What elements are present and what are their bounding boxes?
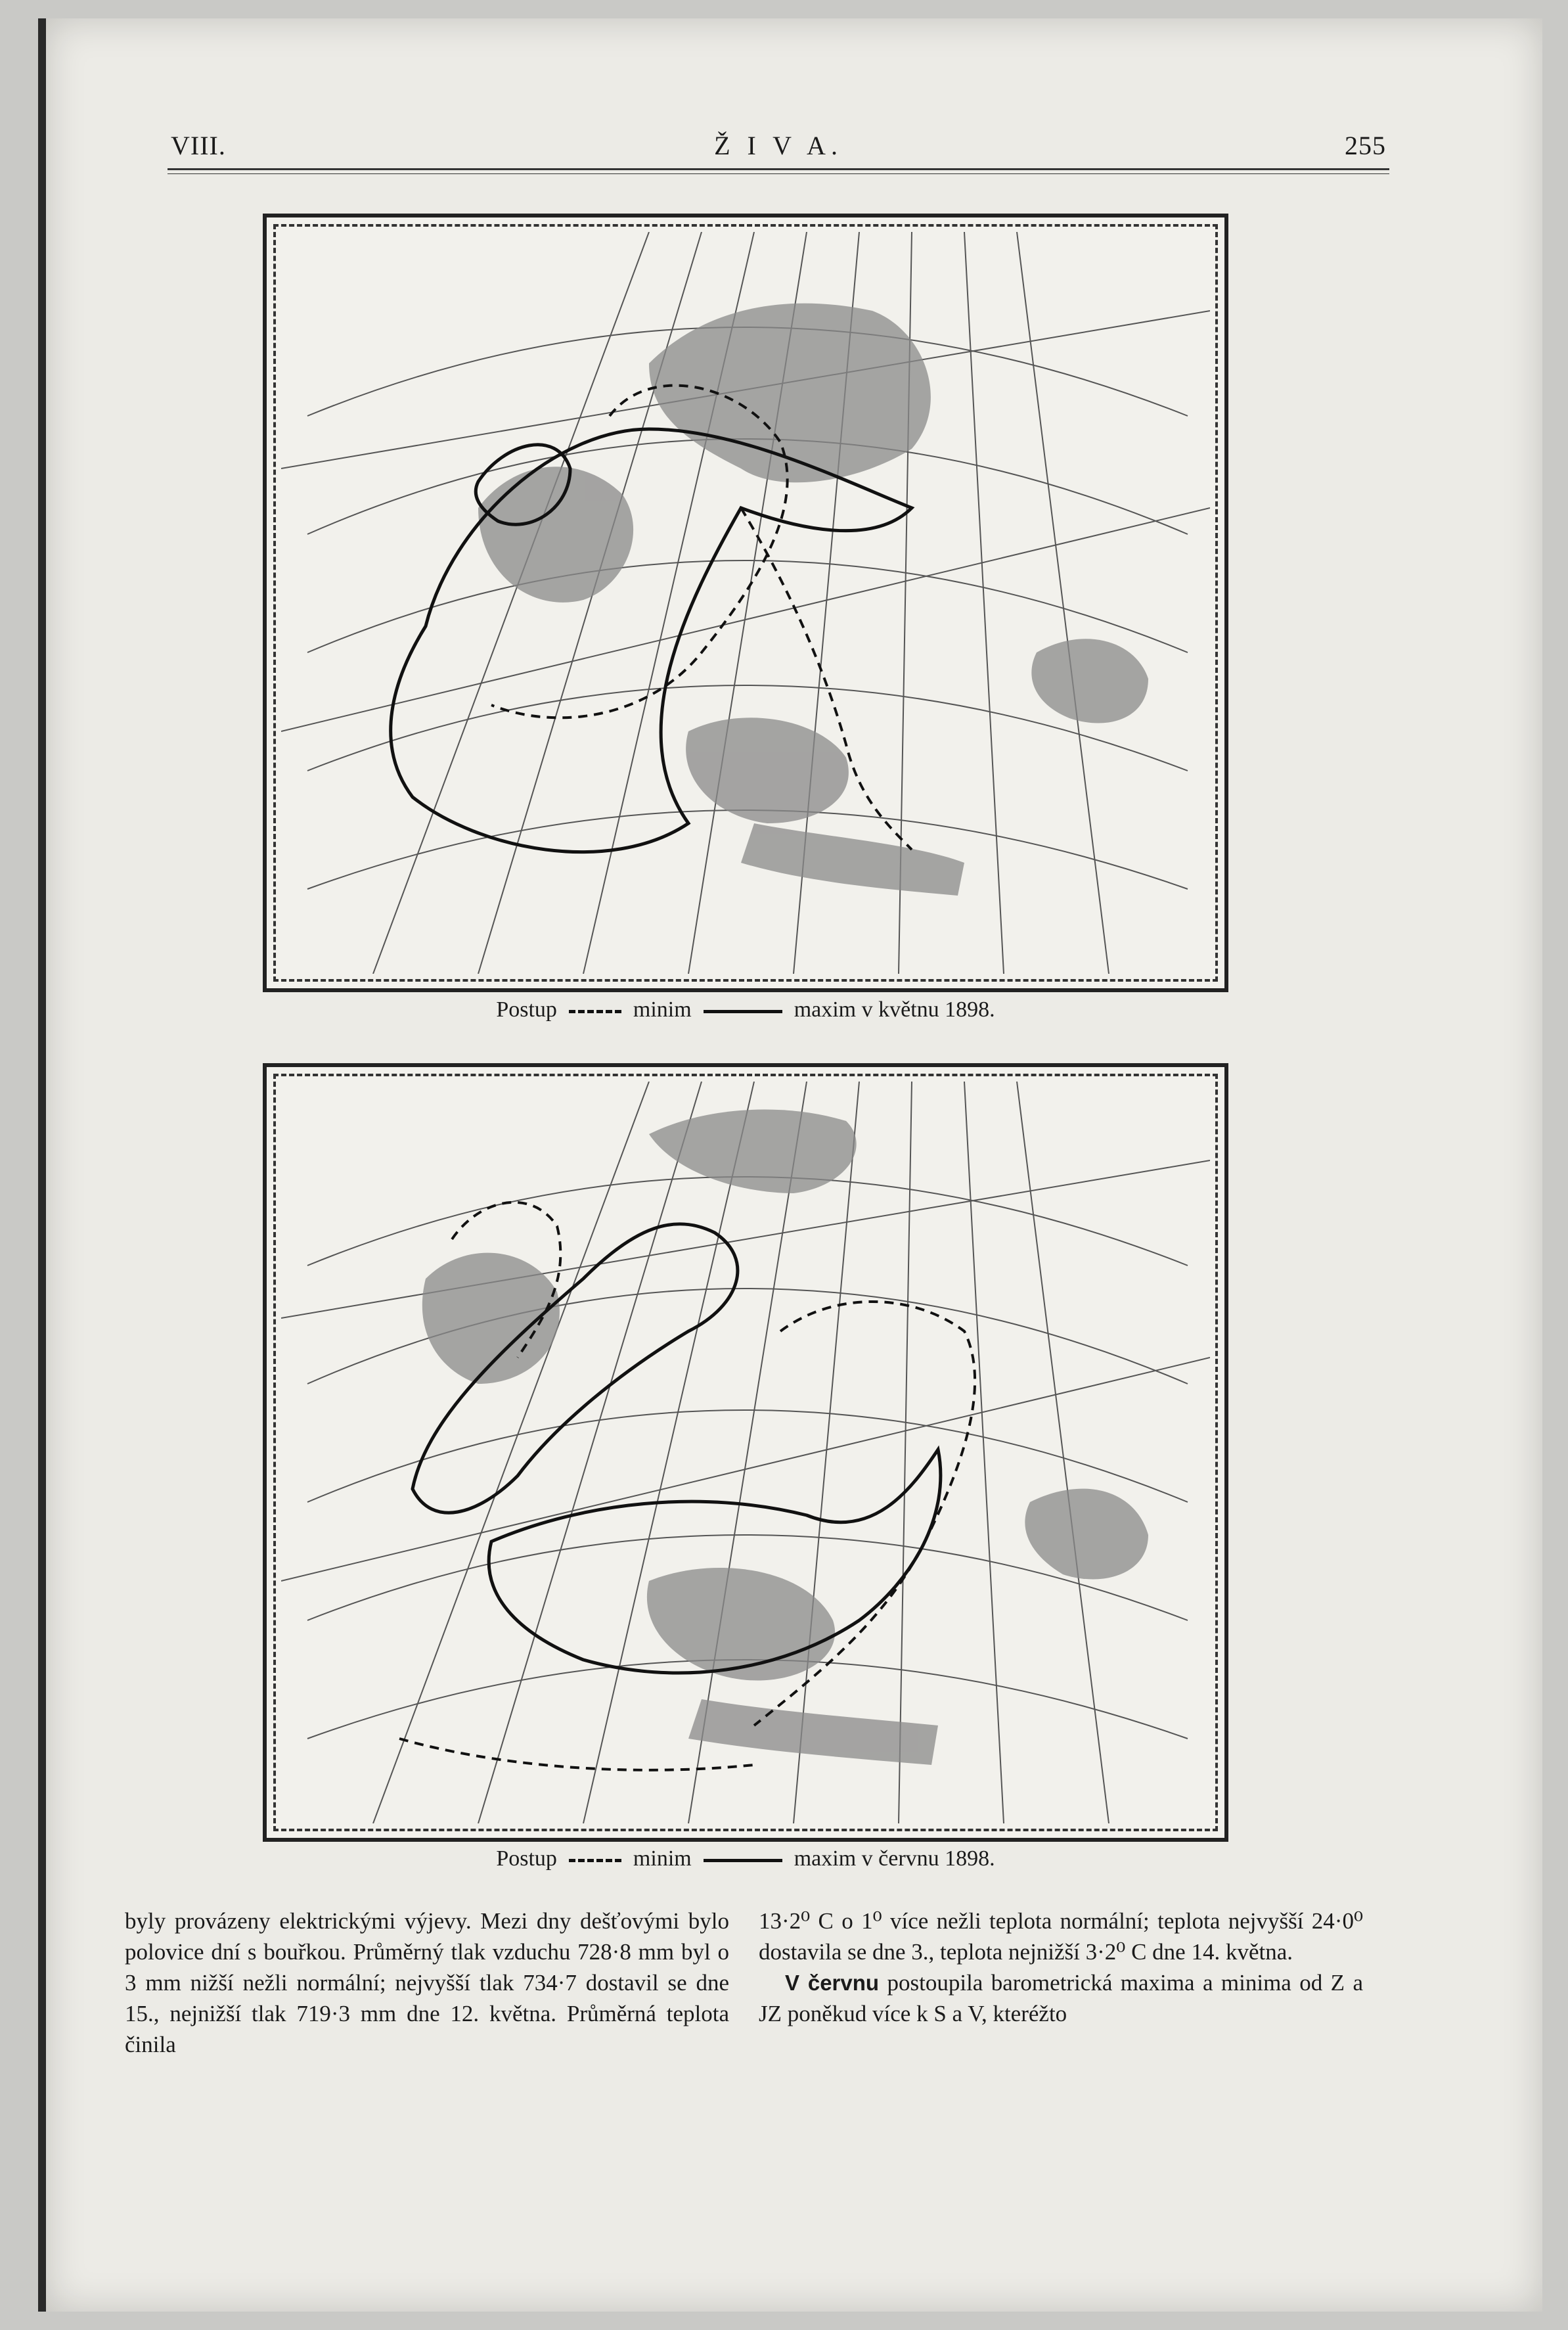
paragraph-right-2-text: postoupila barometrická maxima a minima od Z a JZ poněkud více k S a V, kteréžto <box>759 1970 1363 2026</box>
caption-may-rest: maxim v květnu 1898. <box>794 997 995 1022</box>
map-may-graphic <box>281 232 1210 974</box>
volume-number: VIII. <box>171 131 226 160</box>
paragraph-right-2-lead: V červnu <box>785 1971 880 1995</box>
caption-june-lead: Postup <box>496 1846 557 1871</box>
caption-june-minim: minim <box>633 1846 692 1871</box>
caption-may-minim: minim <box>633 997 692 1022</box>
running-header <box>171 130 1386 183</box>
header-rule-thin <box>168 173 1389 174</box>
journal-title: Ž I V A. <box>714 131 843 160</box>
body-column-left <box>125 1906 729 2060</box>
paragraph-right-2 <box>759 1967 1363 2029</box>
map-june-1898 <box>263 1063 1228 1842</box>
legend-dashed-line <box>569 1010 621 1013</box>
legend-solid-line <box>704 1859 782 1862</box>
body-column-right <box>759 1906 1363 2029</box>
header-rule <box>168 168 1389 170</box>
caption-may <box>263 997 1228 1022</box>
caption-may-lead: Postup <box>496 997 557 1022</box>
caption-june <box>263 1846 1228 1871</box>
paragraph-left: byly provázeny elektrickými výjevy. Mezi dny dešťovými bylo polovice dní s bouřkou. Průměrný tlak vzduchu 728·8 mm byl o 3 mm nižší nežli normální; nejvyšší tlak 734·7 dostavil se dne 15., nejnižší tlak 719·3 mm dne 12. května. Průměrná teplota činila <box>125 1908 729 2057</box>
legend-dashed-line <box>569 1859 621 1862</box>
map-june-graphic <box>281 1082 1210 1823</box>
legend-solid-line <box>704 1010 782 1013</box>
map-may-1898 <box>263 214 1228 992</box>
page-number: 255 <box>1345 131 1386 160</box>
caption-june-rest: maxim v červnu 1898. <box>794 1846 995 1871</box>
paragraph-right-1: 13·2⁰ C o 1⁰ více nežli teplota normální; teplota nejvyšší 24·0⁰ dostavila se dne 3., teplota nejnižší 3·2⁰ C dne 14. května. <box>759 1908 1363 1965</box>
